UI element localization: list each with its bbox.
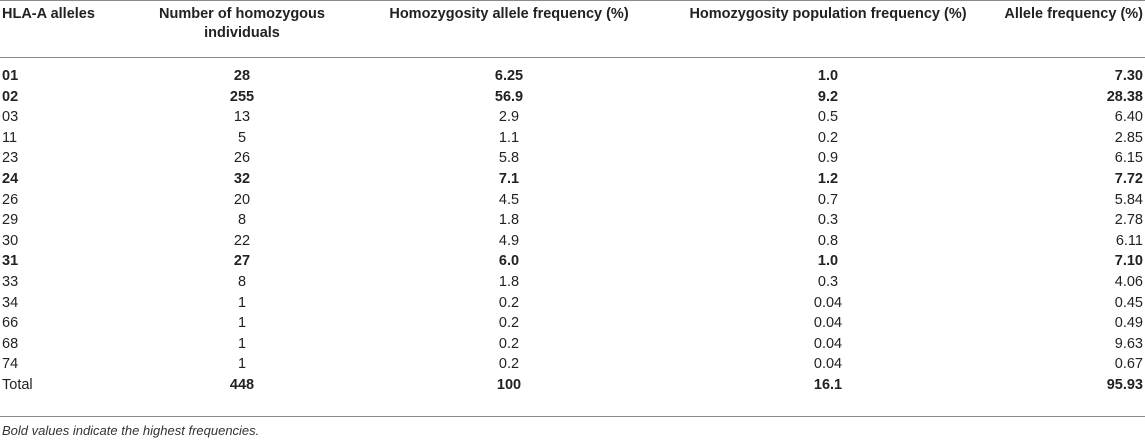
- cell-allele: 01: [2, 68, 19, 84]
- cell-homozygosity-allele-freq: 7.1: [498, 170, 520, 187]
- cell-allele-freq: 2.78: [1114, 212, 1143, 229]
- cell-allele: 31: [2, 253, 19, 270]
- cell-homozygosity-population-freq: 0.5: [817, 109, 839, 126]
- table-row: [0, 313, 1145, 334]
- cell-homozygous-count: 26: [233, 150, 251, 167]
- cell-homozygosity-allele-freq: 6.25: [494, 68, 524, 84]
- table-footnote: Bold values indicate the highest frequencies.: [2, 423, 260, 438]
- cell-homozygous-count: 255: [229, 88, 255, 105]
- cell-total-allele-freq: 95.93: [1106, 376, 1143, 393]
- cell-allele-freq: 9.63: [1114, 335, 1143, 352]
- cell-homozygosity-allele-freq: 4.9: [498, 232, 520, 249]
- cell-total-homozygosity-allele-freq: 100: [496, 376, 522, 393]
- table-row: [0, 251, 1145, 272]
- cell-total-homozygous-count: 448: [229, 376, 255, 393]
- table-body: [0, 66, 1145, 396]
- cell-homozygosity-population-freq: 1.0: [817, 253, 839, 270]
- cell-homozygosity-allele-freq: 1.8: [498, 212, 520, 229]
- cell-homozygosity-allele-freq: 1.1: [498, 129, 520, 146]
- cell-homozygous-count: 32: [233, 170, 251, 187]
- cell-homozygosity-allele-freq: 5.8: [498, 150, 520, 167]
- cell-allele-freq: 0.67: [1114, 356, 1143, 373]
- table-row: [0, 334, 1145, 355]
- table-bottom-rule: [0, 416, 1145, 417]
- cell-homozygosity-allele-freq: 4.5: [498, 191, 520, 208]
- cell-homozygous-count: 20: [233, 191, 251, 208]
- cell-allele: 30: [2, 232, 19, 249]
- cell-homozygosity-allele-freq: 2.9: [498, 109, 520, 126]
- cell-homozygous-count: 22: [233, 232, 251, 249]
- table-row: [0, 354, 1145, 375]
- cell-allele-freq: 7.30: [1114, 68, 1143, 84]
- cell-allele-freq: 7.72: [1114, 170, 1143, 187]
- cell-homozygous-count: 1: [237, 294, 247, 311]
- table-header: [0, 5, 1145, 55]
- cell-allele-freq: 7.10: [1114, 253, 1143, 270]
- cell-allele: 34: [2, 294, 19, 311]
- cell-homozygosity-allele-freq: 1.8: [498, 273, 520, 290]
- cell-homozygosity-population-freq: 0.04: [813, 335, 843, 352]
- cell-homozygosity-population-freq: 1.0: [817, 68, 839, 84]
- cell-allele: 11: [2, 129, 18, 146]
- header-hla-alleles: HLA-A alleles: [2, 6, 95, 22]
- cell-allele-freq: 6.11: [1115, 232, 1143, 249]
- cell-allele: 03: [2, 109, 19, 126]
- table-row: [0, 293, 1145, 314]
- cell-total-homozygosity-population-freq: 16.1: [813, 376, 843, 393]
- header-divider-rule: [0, 57, 1145, 58]
- cell-allele-freq: 5.84: [1114, 191, 1143, 208]
- cell-allele-freq: 6.15: [1114, 150, 1143, 167]
- cell-homozygosity-population-freq: 0.04: [813, 294, 843, 311]
- table-row: [0, 190, 1145, 211]
- table-row: [0, 66, 1145, 87]
- table-row: [0, 128, 1145, 149]
- cell-homozygosity-population-freq: 0.9: [817, 150, 839, 167]
- header-homozygous-individuals: Number of homozygous individuals: [159, 6, 325, 41]
- cell-homozygosity-allele-freq: 0.2: [498, 294, 520, 311]
- cell-allele: 33: [2, 273, 19, 290]
- cell-homozygosity-population-freq: 0.8: [817, 232, 839, 249]
- cell-homozygous-count: 27: [233, 253, 251, 270]
- cell-allele: 24: [2, 170, 19, 187]
- cell-homozygosity-population-freq: 1.2: [817, 170, 839, 187]
- cell-homozygosity-allele-freq: 0.2: [498, 335, 520, 352]
- cell-allele-freq: 2.85: [1114, 129, 1143, 146]
- table-row: [0, 107, 1145, 128]
- cell-homozygous-count: 8: [237, 273, 247, 290]
- cell-homozygosity-population-freq: 0.3: [817, 212, 839, 229]
- cell-homozygosity-population-freq: 0.2: [817, 129, 839, 146]
- cell-allele: 29: [2, 212, 19, 229]
- cell-allele: 66: [2, 315, 19, 332]
- cell-homozygosity-allele-freq: 0.2: [498, 356, 520, 373]
- cell-homozygosity-allele-freq: 6.0: [498, 253, 520, 270]
- header-allele-frequency: Allele frequency (%): [1004, 6, 1143, 22]
- cell-allele-freq: 4.06: [1114, 273, 1143, 290]
- cell-homozygous-count: 13: [233, 109, 251, 126]
- cell-homozygosity-population-freq: 0.04: [813, 315, 843, 332]
- cell-allele-freq: 28.38: [1106, 88, 1143, 105]
- cell-homozygous-count: 1: [237, 315, 247, 332]
- cell-allele: 26: [2, 191, 19, 208]
- cell-homozygosity-allele-freq: 0.2: [498, 315, 520, 332]
- cell-homozygous-count: 1: [237, 356, 247, 373]
- cell-allele: 23: [2, 150, 19, 167]
- header-homozygosity-population-frequency: Homozygosity population frequency (%): [689, 6, 967, 22]
- cell-homozygous-count: 28: [233, 68, 251, 84]
- cell-homozygous-count: 1: [237, 335, 247, 352]
- table-row: [0, 87, 1145, 108]
- cell-allele: 68: [2, 335, 19, 352]
- table-row: [0, 272, 1145, 293]
- cell-homozygosity-population-freq: 0.04: [813, 356, 843, 373]
- cell-allele-freq: 6.40: [1114, 109, 1143, 126]
- table-row: [0, 231, 1145, 252]
- table-top-rule: [0, 0, 1145, 1]
- cell-homozygous-count: 8: [237, 212, 247, 229]
- cell-homozygosity-population-freq: 0.7: [817, 191, 839, 208]
- table-row: [0, 169, 1145, 190]
- cell-allele-freq: 0.45: [1114, 294, 1143, 311]
- cell-allele: 02: [2, 88, 19, 105]
- table-row: [0, 148, 1145, 169]
- table-row: [0, 210, 1145, 231]
- header-homozygosity-allele-frequency: Homozygosity allele frequency (%): [389, 6, 629, 22]
- cell-homozygosity-population-freq: 9.2: [817, 88, 839, 105]
- cell-allele-freq: 0.49: [1114, 315, 1143, 332]
- cell-total-label: Total: [2, 376, 33, 393]
- cell-homozygous-count: 5: [237, 129, 247, 146]
- cell-allele: 74: [2, 356, 19, 373]
- cell-homozygosity-population-freq: 0.3: [817, 273, 839, 290]
- cell-homozygosity-allele-freq: 56.9: [494, 88, 524, 105]
- table-row-total: [0, 375, 1145, 396]
